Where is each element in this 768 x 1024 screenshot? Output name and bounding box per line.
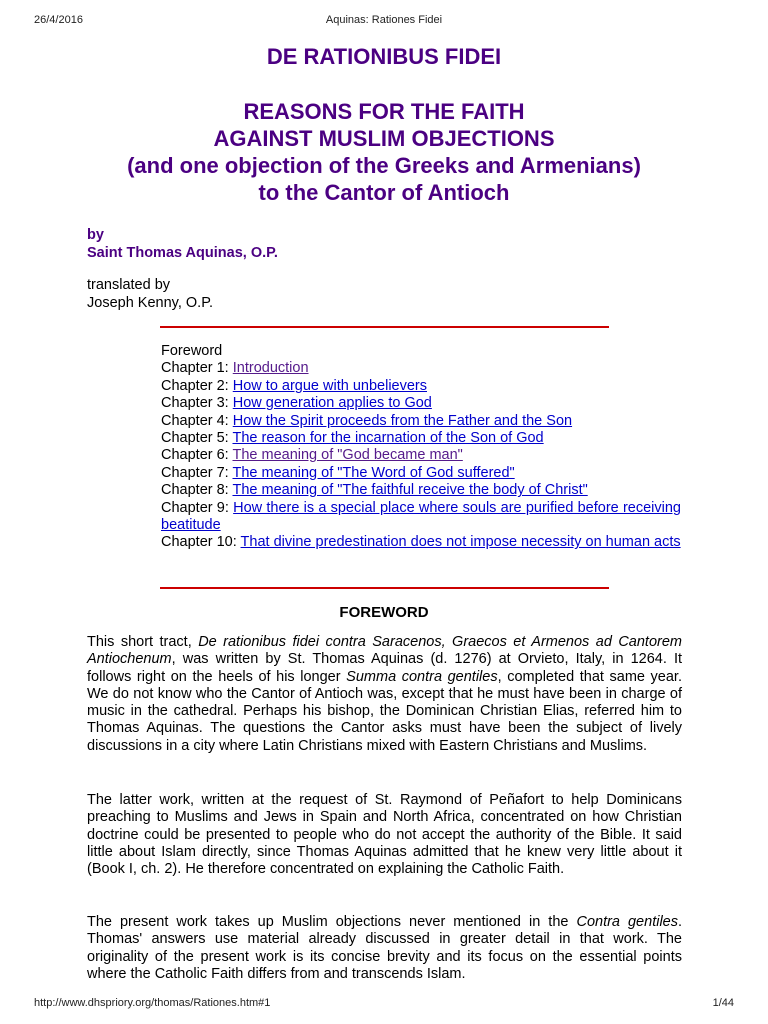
byline (87, 226, 278, 262)
subtitle-line: to the Cantor of Antioch (258, 180, 510, 205)
print-date: 26/4/2016 (34, 14, 83, 26)
toc-link-chapter-7[interactable]: The meaning of "The Word of God suffered" (232, 464, 515, 481)
subtitle-line: REASONS FOR THE FAITH (243, 99, 525, 124)
toc-link-chapter-5[interactable]: The reason for the incarnation of the Son of God (232, 430, 544, 447)
toc-chapter-label: Chapter 8: (161, 482, 233, 499)
translator-name: Joseph Kenny, O.P. (87, 295, 214, 311)
table-of-contents (161, 343, 681, 552)
toc-item (161, 430, 681, 447)
print-page-title: Aquinas: Rationes Fidei (325, 14, 443, 26)
print-header (0, 14, 768, 28)
toc-chapter-label: Chapter 2: (161, 377, 233, 394)
toc-item (161, 500, 681, 535)
toc-item (161, 360, 681, 377)
toc-chapter-label: Chapter 5: (161, 430, 233, 447)
page-number: 1/44 (712, 997, 734, 1009)
toc-foreword: Foreword (161, 343, 223, 359)
work-title-italic: Contra gentiles (576, 914, 678, 930)
toc-link-chapter-9[interactable]: How there is a special place where souls are purified before receiving beatitude (161, 499, 681, 534)
print-url: http://www.dhspriory.org/thomas/Rationes.htm#1 (34, 997, 271, 1009)
divider-top (160, 326, 609, 328)
subtitle-line: (and one objection of the Greeks and Armenians) (127, 153, 641, 178)
divider-bottom (160, 587, 609, 589)
text-run: , completed that same year. We do not know who the Cantor of Antioch was, except that he must have been in charge of music in the cathedral. Perhaps his bishop, the Dominican Christian Elias, referred him to Thomas Aquinas. The questions the Cantor asks must have been the subject of lively discussions in a city where Latin Christians mixed with Eastern Christians and Muslims. (87, 668, 682, 754)
text-run: The present work takes up Muslim objections never mentioned in the (87, 914, 577, 930)
toc-link-chapter-6[interactable]: The meaning of "God became man" (232, 447, 463, 464)
document-subtitle (0, 98, 768, 206)
toc-item (161, 378, 681, 395)
document-title: DE RATIONIBUS FIDEI (266, 44, 502, 69)
foreword-heading: FOREWORD (339, 604, 429, 621)
translated-by-label: translated by (87, 277, 171, 293)
toc-item (161, 534, 681, 551)
toc-item (161, 447, 681, 464)
toc-chapter-label: Chapter 9: (161, 499, 234, 516)
text-run: . Thomas' answers use material already discussed in greater detail in that work. The originality of the present work is its concise brevity and its focus on the essential points where the Catholic Faith differs from and transcends Islam. (87, 914, 683, 982)
foreword-paragraph-2: The latter work, written at the request of St. Raymond of Peñafort to help Dominicans preaching to Muslims and Jews in Spain and North Africa, concentrated on how Christian doctrine could be presented to people who do not accept the authority of the Bible. It said little about Islam directly, since Thomas Aquinas admitted that he knew very little about it (Book I, ch. 2). He therefore concentrated on explaining the Catholic Faith. (87, 792, 682, 878)
byline-by: by (87, 227, 104, 243)
toc-chapter-label: Chapter 7: (161, 464, 233, 481)
toc-link-chapter-1[interactable]: Introduction (232, 360, 309, 377)
toc-link-chapter-8[interactable]: The meaning of "The faithful receive the body of Christ" (232, 482, 588, 499)
text-run: , was written by St. Thomas Aquinas (d. 1276) at Orvieto, Italy, in 1264. It follows right on the heels of his longer (87, 651, 682, 685)
work-title-italic: Summa contra gentiles (346, 668, 498, 685)
author-name: Saint Thomas Aquinas, O.P. (87, 245, 278, 261)
toc-link-chapter-3[interactable]: How generation applies to God (232, 395, 432, 412)
toc-chapter-label: Chapter 1: (161, 360, 233, 377)
toc-item (161, 482, 681, 499)
toc-chapter-label: Chapter 10: (161, 534, 241, 551)
text-run: This short tract, (87, 634, 199, 650)
toc-chapter-label: Chapter 3: (161, 395, 233, 412)
toc-link-chapter-4[interactable]: How the Spirit proceeds from the Father and the Son (232, 412, 573, 429)
work-title-italic: De rationibus fidei contra Saracenos, Graecos et Armenos ad Cantorem Antiochenum (87, 634, 682, 668)
translation-credit (87, 276, 213, 312)
toc-item (161, 395, 681, 412)
toc-chapter-label: Chapter 4: (161, 412, 233, 429)
foreword-paragraph-3 (87, 914, 682, 983)
toc-item (161, 465, 681, 482)
toc-link-chapter-2[interactable]: How to argue with unbelievers (232, 377, 427, 394)
toc-item (161, 413, 681, 430)
toc-link-chapter-10[interactable]: That divine predestination does not impose necessity on human acts (240, 534, 681, 551)
subtitle-line: AGAINST MUSLIM OBJECTIONS (213, 126, 555, 151)
foreword-paragraph-1 (87, 634, 682, 755)
toc-chapter-label: Chapter 6: (161, 447, 233, 464)
